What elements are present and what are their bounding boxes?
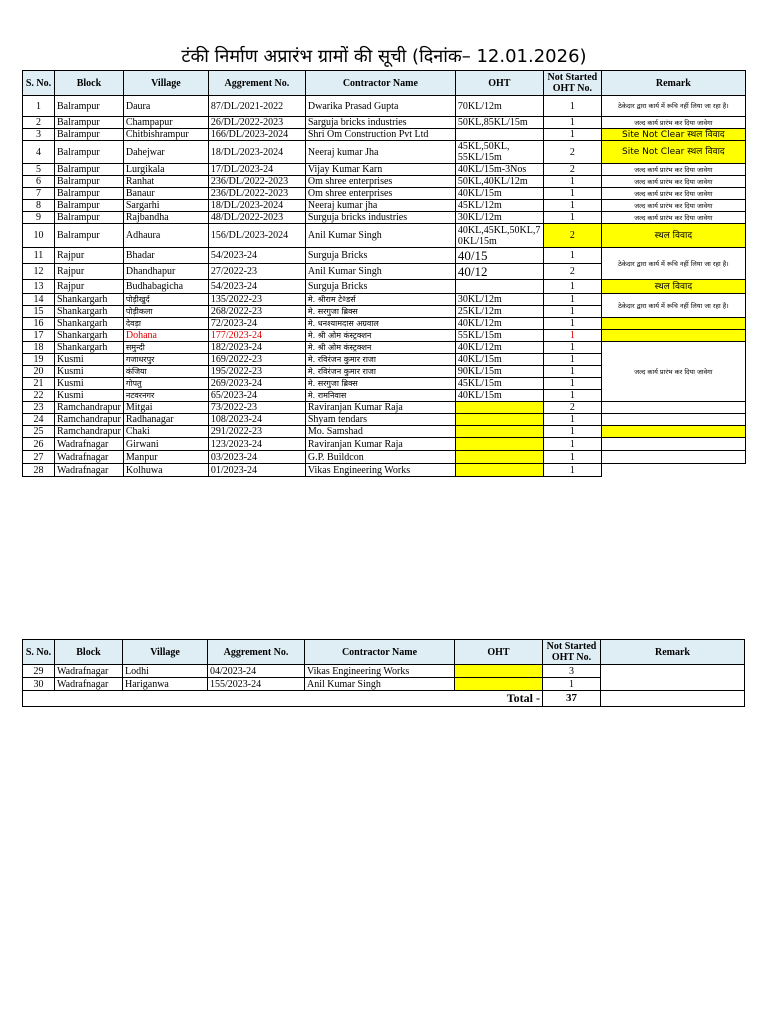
village-cell: समुन्दी (123, 342, 208, 354)
contractor-cell: Neeraj kumar jha (305, 200, 455, 212)
remark-cell (601, 414, 745, 426)
remark-text: Site Not Clear (622, 129, 685, 140)
remark-text: जल्द कार्य प्रारंभ कर दिया जावेगा (634, 177, 713, 186)
table-row (23, 451, 746, 464)
not-started-cell: 1 (543, 464, 601, 477)
agreement-cell: 236/DL/2022-2023 (208, 188, 305, 200)
not-started-cell: 2 (543, 402, 601, 414)
table-row (23, 318, 746, 330)
block-cell: Kusmi (55, 366, 124, 378)
contractor-cell: मे. रविरंजन कुमार राजा (305, 354, 455, 366)
block-cell: Ramchandrapur (55, 426, 124, 438)
not-started-cell: 1 (543, 129, 601, 141)
oht-cell: 40KL/12m (455, 342, 543, 354)
not-started-cell: 1 (543, 200, 601, 212)
village-cell: Lodhi (123, 665, 208, 678)
village-cell: Banaur (123, 188, 208, 200)
table-row (23, 164, 746, 176)
contractor-cell: Mo. Samshad (305, 426, 455, 438)
agreement-cell: 27/2022-23 (208, 264, 305, 280)
remark-cell (601, 451, 745, 464)
oht-cell: 70KL/12m (455, 96, 543, 117)
not-started-cell: 1 (543, 438, 601, 451)
table-row (23, 176, 746, 188)
remark-text: ठेकेदार द्वारा कार्य में रूचि नहीं लिया जा रहा है। (618, 301, 729, 310)
sno-cell: 19 (23, 354, 55, 366)
agreement-cell: 195/2022-23 (208, 366, 305, 378)
village-cell: Bhadar (123, 248, 208, 264)
remark-text: स्थल विवाद (687, 129, 725, 140)
sno-cell: 30 (23, 678, 55, 691)
village-cell: Rajbandha (123, 212, 208, 224)
remark-cell (601, 212, 745, 224)
table-row (23, 294, 746, 306)
remark-text: जल्द कार्य प्रारंभ कर दिया जावेगा (634, 118, 713, 127)
total-remark-cell (601, 691, 745, 707)
remark-cell (601, 248, 745, 280)
village-cell: गोपतु (123, 378, 208, 390)
block-cell: Balrampur (55, 188, 124, 200)
not-started-cell: 2 (543, 164, 601, 176)
not-started-cell: 1 (543, 678, 601, 691)
village-cell: Adhaura (123, 224, 208, 248)
oht-cell: 45KL,50KL, 55KL/15m (455, 141, 543, 164)
block-cell: Ramchandrapur (55, 414, 124, 426)
agreement-cell: 26/DL/2022-2023 (208, 117, 305, 129)
contractor-cell: मे. श्री ओम कंस्ट्रक्शन (305, 342, 455, 354)
remark-text: जल्द कार्य प्रारंभ कर दिया जावेगा (634, 201, 713, 210)
block-cell: Kusmi (55, 390, 124, 402)
header-not-started: Not Started OHT No. (543, 71, 601, 96)
table-row (23, 414, 746, 426)
village-cell: Daura (123, 96, 208, 117)
table-row (23, 280, 746, 294)
contractor-cell: मे. श्रीराम टेªडर्स (305, 294, 455, 306)
oht-cell (455, 438, 543, 451)
not-started-cell: 1 (543, 451, 601, 464)
sno-cell: 14 (23, 294, 55, 306)
oht-cell: 50KL,85KL/15m (455, 117, 543, 129)
sno-cell: 2 (23, 117, 55, 129)
sno-cell: 26 (23, 438, 55, 451)
header-sno: S. No. (23, 71, 55, 96)
agreement-cell: 04/2023-24 (208, 665, 305, 678)
not-started-cell: 1 (543, 280, 601, 294)
block-cell: Shankargarh (55, 342, 124, 354)
village-cell: Girwani (123, 438, 208, 451)
block-cell: Shankargarh (55, 306, 124, 318)
sno-cell: 29 (23, 665, 55, 678)
block-cell: Kusmi (55, 378, 124, 390)
contractor-cell: मे. सरगुजा ब्रिक्स (305, 378, 455, 390)
table-row (23, 117, 746, 129)
contractor-cell: Surguja Bricks (305, 248, 455, 264)
remark-text: स्थल विवाद (687, 147, 725, 157)
contractor-cell: Dwarika Prasad Gupta (305, 96, 455, 117)
table-header-row (23, 640, 745, 665)
block-cell: Rajpur (55, 280, 124, 294)
sno-cell: 9 (23, 212, 55, 224)
not-started-cell: 1 (543, 366, 601, 378)
remark-text: स्थल विवाद (654, 230, 693, 241)
agreement-cell: 182/2023-24 (208, 342, 305, 354)
agreement-cell: 73/2022-23 (208, 402, 305, 414)
remark-cell (601, 117, 745, 129)
block-cell: Wadrafnagar (55, 464, 124, 477)
agreement-cell: 236/DL/2022-2023 (208, 176, 305, 188)
agreement-cell: 87/DL/2021-2022 (208, 96, 305, 117)
table-row (23, 224, 746, 248)
contractor-cell: Shri Om Construction Pvt Ltd (305, 129, 455, 141)
oht-cell: 40KL/15m (455, 354, 543, 366)
agreement-cell: 177/2023-24 (208, 330, 305, 342)
not-started-cell: 2 (543, 264, 601, 280)
agreement-cell: 169/2022-23 (208, 354, 305, 366)
village-cell: गजाधरपुर (123, 354, 208, 366)
contractor-cell: मे. रामनिवास (305, 390, 455, 402)
agreement-cell: 17/DL/2023-24 (208, 164, 305, 176)
sno-cell: 4 (23, 141, 55, 164)
contractor-cell: मे. धनश्यामदास अग्रवाल (305, 318, 455, 330)
contractor-cell: मे. रविरंजन कुमार राजा (305, 366, 455, 378)
sno-cell: 15 (23, 306, 55, 318)
sno-cell: 20 (23, 366, 55, 378)
village-cell: पोड़ीखुर्द (123, 294, 208, 306)
not-started-cell: 1 (543, 248, 601, 264)
oht-cell: 25KL/12m (455, 306, 543, 318)
village-cell: Dahejwar (123, 141, 208, 164)
header-remark: Remark (601, 640, 745, 665)
remark-cell (601, 294, 745, 318)
block-cell: Balrampur (55, 117, 124, 129)
sno-cell: 23 (23, 402, 55, 414)
table-row (23, 402, 746, 414)
table-row (23, 96, 746, 117)
oht-cell: 30KL/12m (455, 212, 543, 224)
agreement-cell: 72/2023-24 (208, 318, 305, 330)
village-cell: Manpur (123, 451, 208, 464)
contractor-cell: Vikas Engineering Works (305, 464, 455, 477)
not-started-cell: 1 (543, 96, 601, 117)
table-row (23, 665, 745, 678)
table-row (23, 342, 746, 354)
remark-cell (601, 318, 745, 330)
village-cell: Budhabagicha (123, 280, 208, 294)
agreement-cell: 156/DL/2023-2024 (208, 224, 305, 248)
block-cell: Wadrafnagar (55, 665, 123, 678)
agreement-cell: 123/2023-24 (208, 438, 305, 451)
contractor-cell: मे. श्री ओम कंस्ट्रक्शन (305, 330, 455, 342)
agreement-cell: 155/2023-24 (208, 678, 305, 691)
header-village: Village (123, 640, 208, 665)
not-started-cell: 2 (543, 224, 601, 248)
oht-cell (455, 426, 543, 438)
oht-cell: 40KL/15m (455, 390, 543, 402)
contractor-cell: Sarguja bricks industries (305, 117, 455, 129)
sno-cell: 27 (23, 451, 55, 464)
sno-cell: 25 (23, 426, 55, 438)
village-cell: Sargarhi (123, 200, 208, 212)
agreement-cell: 291/2022-23 (208, 426, 305, 438)
contractor-cell: Shyam tendars (305, 414, 455, 426)
table-row (23, 464, 746, 477)
village-cell: Ranhat (123, 176, 208, 188)
not-started-cell: 1 (543, 318, 601, 330)
block-cell: Balrampur (55, 212, 124, 224)
sno-cell: 24 (23, 414, 55, 426)
oht-cell (455, 280, 543, 294)
agreement-cell: 18/DL/2023-2024 (208, 141, 305, 164)
oht-cell (455, 665, 543, 678)
not-started-cell: 1 (543, 390, 601, 402)
header-oht: OHT (455, 71, 543, 96)
remark-cell (601, 176, 745, 188)
remark-cell (601, 164, 745, 176)
block-cell: Balrampur (55, 141, 124, 164)
contractor-cell: Surguja bricks industries (305, 212, 455, 224)
contractor-cell: Om shree enterprises (305, 176, 455, 188)
not-started-cell: 1 (543, 414, 601, 426)
oht-cell (455, 451, 543, 464)
agreement-cell: 268/2022-23 (208, 306, 305, 318)
oht-cell: 40KL,45KL,50KL,7 0KL/15m (455, 224, 543, 248)
remark-text: Site Not Clear (622, 147, 685, 157)
village-cell: Radhanagar (123, 414, 208, 426)
contractor-cell: Neeraj kumar Jha (305, 141, 455, 164)
header-village: Village (123, 71, 208, 96)
oht-cell: 40/15 (455, 248, 543, 264)
remark-cell (601, 330, 745, 342)
block-cell: Wadrafnagar (55, 451, 124, 464)
remark-cell (601, 224, 745, 248)
remark-cell (601, 96, 745, 117)
village-cell: Champapur (123, 117, 208, 129)
not-started-cell: 1 (543, 188, 601, 200)
village-cell: Dohana (123, 330, 208, 342)
not-started-cell: 1 (543, 330, 601, 342)
table-header-row (23, 71, 746, 96)
village-cell: Chitbishrampur (123, 129, 208, 141)
sno-cell: 5 (23, 164, 55, 176)
block-cell: Wadrafnagar (55, 438, 124, 451)
block-cell: Balrampur (55, 224, 124, 248)
agreement-cell: 269/2023-24 (208, 378, 305, 390)
remark-text: जल्द कार्य प्रारंभ कर दिया जावेगा (634, 367, 713, 376)
remark-cell (601, 200, 745, 212)
village-cell: देवड़ा (123, 318, 208, 330)
remark-text: स्थल विवाद (654, 281, 693, 292)
agreement-cell: 01/2023-24 (208, 464, 305, 477)
oht-cell: 30KL/12m (455, 294, 543, 306)
block-cell: Shankargarh (55, 330, 124, 342)
total-label: Total - (23, 691, 543, 707)
remark-cell (601, 665, 745, 691)
agreement-cell: 18/DL/2023-2024 (208, 200, 305, 212)
village-cell: Hariganwa (123, 678, 208, 691)
not-started-cell: 1 (543, 342, 601, 354)
remark-cell (601, 426, 745, 438)
block-cell: Balrampur (55, 129, 124, 141)
agreement-cell: 54/2023-24 (208, 248, 305, 264)
block-cell: Rajpur (55, 264, 124, 280)
remark-cell (601, 342, 745, 402)
page-title: टंकी निर्माण अप्रारंभ ग्रामों की सूची (दिनांक– 12.01.2026) (181, 46, 587, 67)
village-cell: Dhandhapur (123, 264, 208, 280)
agreement-cell: 135/2022-23 (208, 294, 305, 306)
village-cell: Chaki (123, 426, 208, 438)
oht-cell: 90KL/15m (455, 366, 543, 378)
oht-cell: 50KL,40KL/12m (455, 176, 543, 188)
contractor-cell: Om shree enterprises (305, 188, 455, 200)
contractor-cell: Surguja Bricks (305, 280, 455, 294)
oht-cell (455, 129, 543, 141)
header-oht: OHT (455, 640, 543, 665)
sno-cell: 3 (23, 129, 55, 141)
not-started-cell: 1 (543, 294, 601, 306)
sno-cell: 17 (23, 330, 55, 342)
block-cell: Rajpur (55, 248, 124, 264)
not-started-cell: 1 (543, 426, 601, 438)
header-agreement: Aggrement No. (208, 640, 305, 665)
contractor-cell: Anil Kumar Singh (305, 264, 455, 280)
block-cell: Balrampur (55, 176, 124, 188)
sno-cell: 11 (23, 248, 55, 264)
contractor-cell: Anil Kumar Singh (305, 678, 455, 691)
block-cell: Balrampur (55, 96, 124, 117)
header-agreement: Aggrement No. (208, 71, 305, 96)
total-row (23, 691, 745, 707)
header-sno: S. No. (23, 640, 55, 665)
remark-cell (601, 402, 745, 414)
agreement-cell: 166/DL/2023-2024 (208, 129, 305, 141)
agreement-cell: 03/2023-24 (208, 451, 305, 464)
village-cell: कंजिया (123, 366, 208, 378)
total-value: 37 (543, 691, 601, 707)
contractor-cell: G.P. Buildcon (305, 451, 455, 464)
header-contractor: Contractor Name (305, 640, 455, 665)
sno-cell: 18 (23, 342, 55, 354)
remark-cell (601, 438, 745, 451)
not-started-cell: 1 (543, 117, 601, 129)
oht-cell: 40KL/15m (455, 188, 543, 200)
sno-cell: 8 (23, 200, 55, 212)
sno-cell: 21 (23, 378, 55, 390)
header-block: Block (55, 71, 124, 96)
sno-cell: 7 (23, 188, 55, 200)
remark-text: जल्द कार्य प्रारंभ कर दिया जावेगा (634, 189, 713, 198)
agreement-cell: 54/2023-24 (208, 280, 305, 294)
contractor-cell: Vijay Kumar Karn (305, 164, 455, 176)
block-cell: Wadrafnagar (55, 678, 123, 691)
table-row (23, 212, 746, 224)
oht-cell (455, 678, 543, 691)
agreement-cell: 65/2023-24 (208, 390, 305, 402)
sno-cell: 6 (23, 176, 55, 188)
oht-table-continued (22, 639, 745, 707)
not-started-cell: 1 (543, 306, 601, 318)
oht-cell: 40/12 (455, 264, 543, 280)
block-cell: Kusmi (55, 354, 124, 366)
sno-cell: 22 (23, 390, 55, 402)
not-started-cell: 1 (543, 354, 601, 366)
header-block: Block (55, 640, 123, 665)
table-row (23, 188, 746, 200)
not-started-cell: 1 (543, 378, 601, 390)
remark-cell (601, 141, 745, 164)
oht-cell (455, 414, 543, 426)
table-row (23, 438, 746, 451)
oht-table (22, 70, 746, 477)
table-row (23, 200, 746, 212)
header-remark: Remark (601, 71, 745, 96)
not-started-cell: 1 (543, 212, 601, 224)
contractor-cell: Raviranjan Kumar Raja (305, 402, 455, 414)
block-cell: Shankargarh (55, 318, 124, 330)
table-row (23, 330, 746, 342)
oht-cell (455, 402, 543, 414)
not-started-cell: 1 (543, 176, 601, 188)
block-cell: Balrampur (55, 200, 124, 212)
village-cell: Mitgai (123, 402, 208, 414)
remark-cell (601, 280, 745, 294)
sno-cell: 13 (23, 280, 55, 294)
village-cell: नटवरनगर (123, 390, 208, 402)
village-cell: Lurgikala (123, 164, 208, 176)
remark-text: जल्द कार्य प्रारंभ कर दिया जावेगा (634, 165, 713, 174)
sno-cell: 12 (23, 264, 55, 280)
agreement-cell: 48/DL/2022-2023 (208, 212, 305, 224)
sno-cell: 10 (23, 224, 55, 248)
contractor-cell: Raviranjan Kumar Raja (305, 438, 455, 451)
block-cell: Balrampur (55, 164, 124, 176)
not-started-cell: 3 (543, 665, 601, 678)
oht-cell (455, 464, 543, 477)
oht-cell: 40KL/12m (455, 318, 543, 330)
block-cell: Ramchandrapur (55, 402, 124, 414)
contractor-cell: मे. सरगुजा ब्रिक्स (305, 306, 455, 318)
oht-cell: 55KL/15m (455, 330, 543, 342)
remark-text: जल्द कार्य प्रारंभ कर दिया जावेगा (634, 213, 713, 222)
header-contractor: Contractor Name (305, 71, 455, 96)
sno-cell: 1 (23, 96, 55, 117)
oht-cell: 40KL/15m-3Nos (455, 164, 543, 176)
village-cell: Kolhuwa (123, 464, 208, 477)
contractor-cell: Vikas Engineering Works (305, 665, 455, 678)
table-row (23, 426, 746, 438)
remark-text: ठेकेदार द्वारा कार्य में रूचि नहीं लिया जा रहा है। (618, 102, 729, 110)
oht-cell: 45KL/12m (455, 200, 543, 212)
block-cell: Shankargarh (55, 294, 124, 306)
agreement-cell: 108/2023-24 (208, 414, 305, 426)
not-started-cell: 2 (543, 141, 601, 164)
sno-cell: 28 (23, 464, 55, 477)
table-row (23, 129, 746, 141)
table-row (23, 141, 746, 164)
sno-cell: 16 (23, 318, 55, 330)
table-row (23, 248, 746, 264)
remark-text: ठेकेदार द्वारा कार्य में रूचि नहीं लिया जा रहा है। (618, 259, 729, 268)
oht-cell: 45KL/15m (455, 378, 543, 390)
remark-cell (601, 188, 745, 200)
contractor-cell: Anil Kumar Singh (305, 224, 455, 248)
village-cell: पोड़ीकला (123, 306, 208, 318)
header-not-started: Not Started OHT No. (543, 640, 601, 665)
remark-cell (601, 129, 745, 141)
